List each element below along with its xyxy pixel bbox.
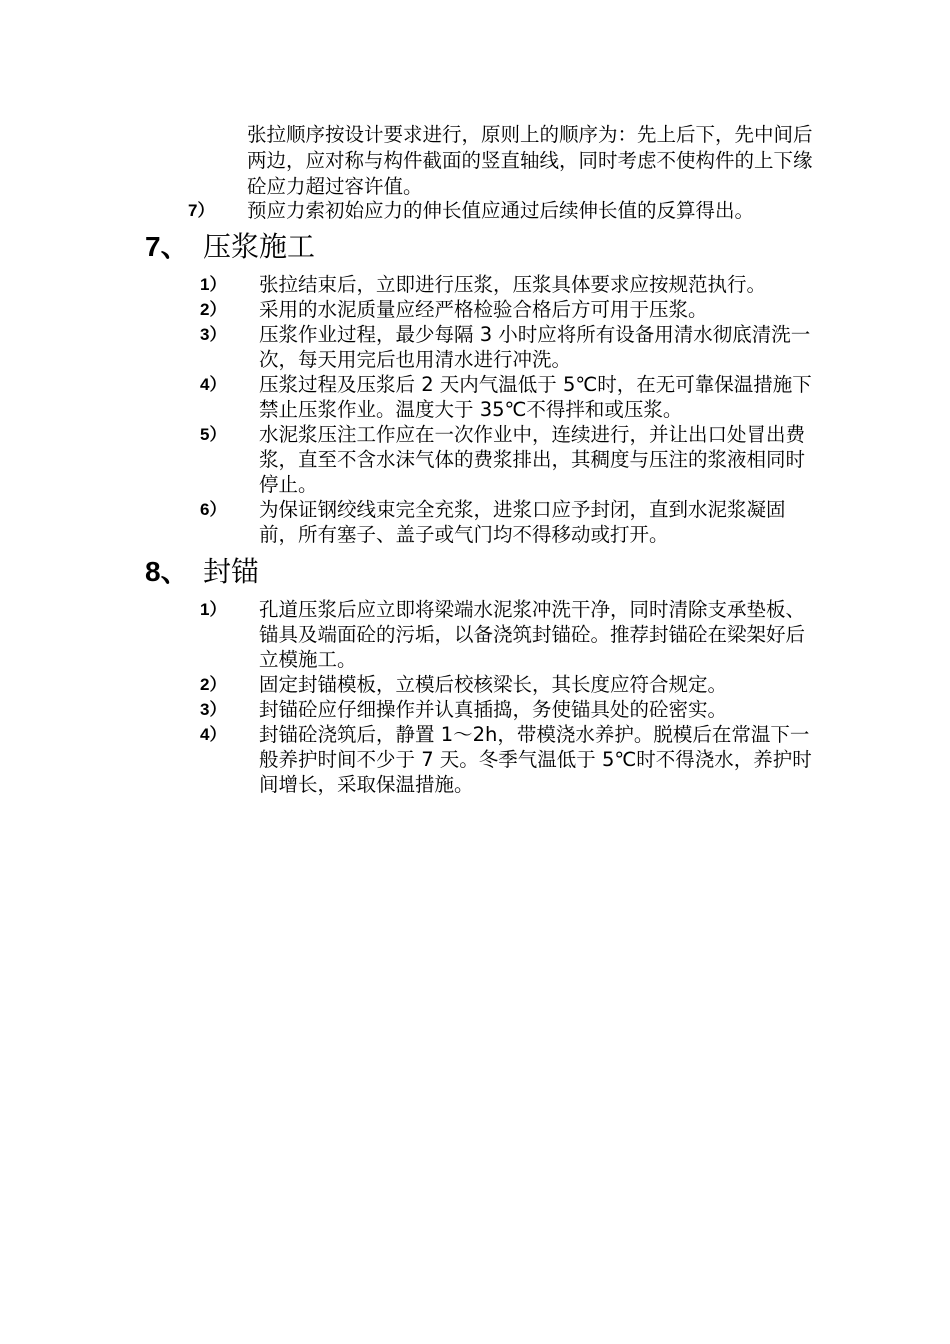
continuation-paragraph xyxy=(247,122,827,200)
section-title: 封锚 xyxy=(203,555,260,588)
list-item-number: 2） xyxy=(200,300,227,319)
section-7-heading xyxy=(145,229,315,265)
list-item-text: 封锚砼应仔细操作并认真插捣，务使锚具处的砼密实。 xyxy=(259,698,728,721)
section-8-list xyxy=(200,597,820,797)
list-item xyxy=(200,722,820,797)
list-item-number: 1） xyxy=(200,600,227,619)
list-item-text: 为保证钢绞线束完全充浆，进浆口应予封闭，直到水泥浆凝固前，所有塞子、盖子或气门均不得移动或打开。 xyxy=(259,498,786,546)
continuation-text: 张拉顺序按设计要求进行，原则上的顺序为：先上后下，先中间后两边，应对称与构件截面的竖直轴线，同时考虑不使构件的上下缘砼应力超过容许值。 xyxy=(247,123,813,198)
list-item-text: 预应力索初始应力的伸长值应通过后续伸长值的反算得出。 xyxy=(247,199,755,222)
section-title: 压浆施工 xyxy=(203,230,316,263)
section-8-heading xyxy=(145,554,259,590)
list-item-number: 6） xyxy=(200,500,227,519)
list-item-number: 4） xyxy=(200,725,227,744)
list-item-number: 5） xyxy=(200,425,227,444)
list-item-number: 2） xyxy=(200,675,227,694)
section-number: 7、 xyxy=(145,231,189,262)
list-item xyxy=(200,697,820,722)
list-item xyxy=(200,422,820,497)
list-item-number: 4） xyxy=(200,375,227,394)
list-item-text: 压浆过程及压浆后 2 天内气温低于 5℃时，在无可靠保温措施下禁止压浆作业。温度大于 35℃不得拌和或压浆。 xyxy=(259,373,812,421)
list-item xyxy=(200,497,820,547)
section-7-list xyxy=(200,272,820,547)
list-item-text: 采用的水泥质量应经严格检验合格后方可用于压浆。 xyxy=(259,298,708,321)
list-item-number: 1） xyxy=(200,275,227,294)
list-item-text: 张拉结束后，立即进行压浆，压浆具体要求应按规范执行。 xyxy=(259,273,767,296)
list-item-text: 封锚砼浇筑后，静置 1～2h，带模浇水养护。脱模后在常温下一般养护时间不少于 7 天。冬季气温低于 5℃时不得浇水，养护时间增长，采取保温措施。 xyxy=(259,723,812,796)
section-number: 8、 xyxy=(145,556,189,587)
list-item xyxy=(200,297,820,322)
list-item xyxy=(200,597,820,672)
list-item xyxy=(200,672,820,697)
list-item-text: 水泥浆压注工作应在一次作业中，连续进行，并让出口处冒出费浆，直至不含水沫气体的费浆排出，其稠度与压注的浆液相同时停止。 xyxy=(259,423,806,496)
list-item-number: 3） xyxy=(200,700,227,719)
list-item-text: 孔道压浆后应立即将梁端水泥浆冲洗干净，同时清除支承垫板、锚具及端面砼的污垢，以备浇筑封锚砼。推荐封锚砼在梁架好后立模施工。 xyxy=(259,598,806,671)
list-item-text: 压浆作业过程，最少每隔 3 小时应将所有设备用清水彻底清洗一次，每天用完后也用清水进行冲洗。 xyxy=(259,323,811,371)
list-item-number: 3） xyxy=(200,325,227,344)
list-item xyxy=(200,322,820,372)
list-item xyxy=(200,272,820,297)
list-item-number: 7） xyxy=(188,201,215,220)
list-item xyxy=(200,372,820,422)
list-item-text: 固定封锚模板，立模后校核梁长，其长度应符合规定。 xyxy=(259,673,728,696)
